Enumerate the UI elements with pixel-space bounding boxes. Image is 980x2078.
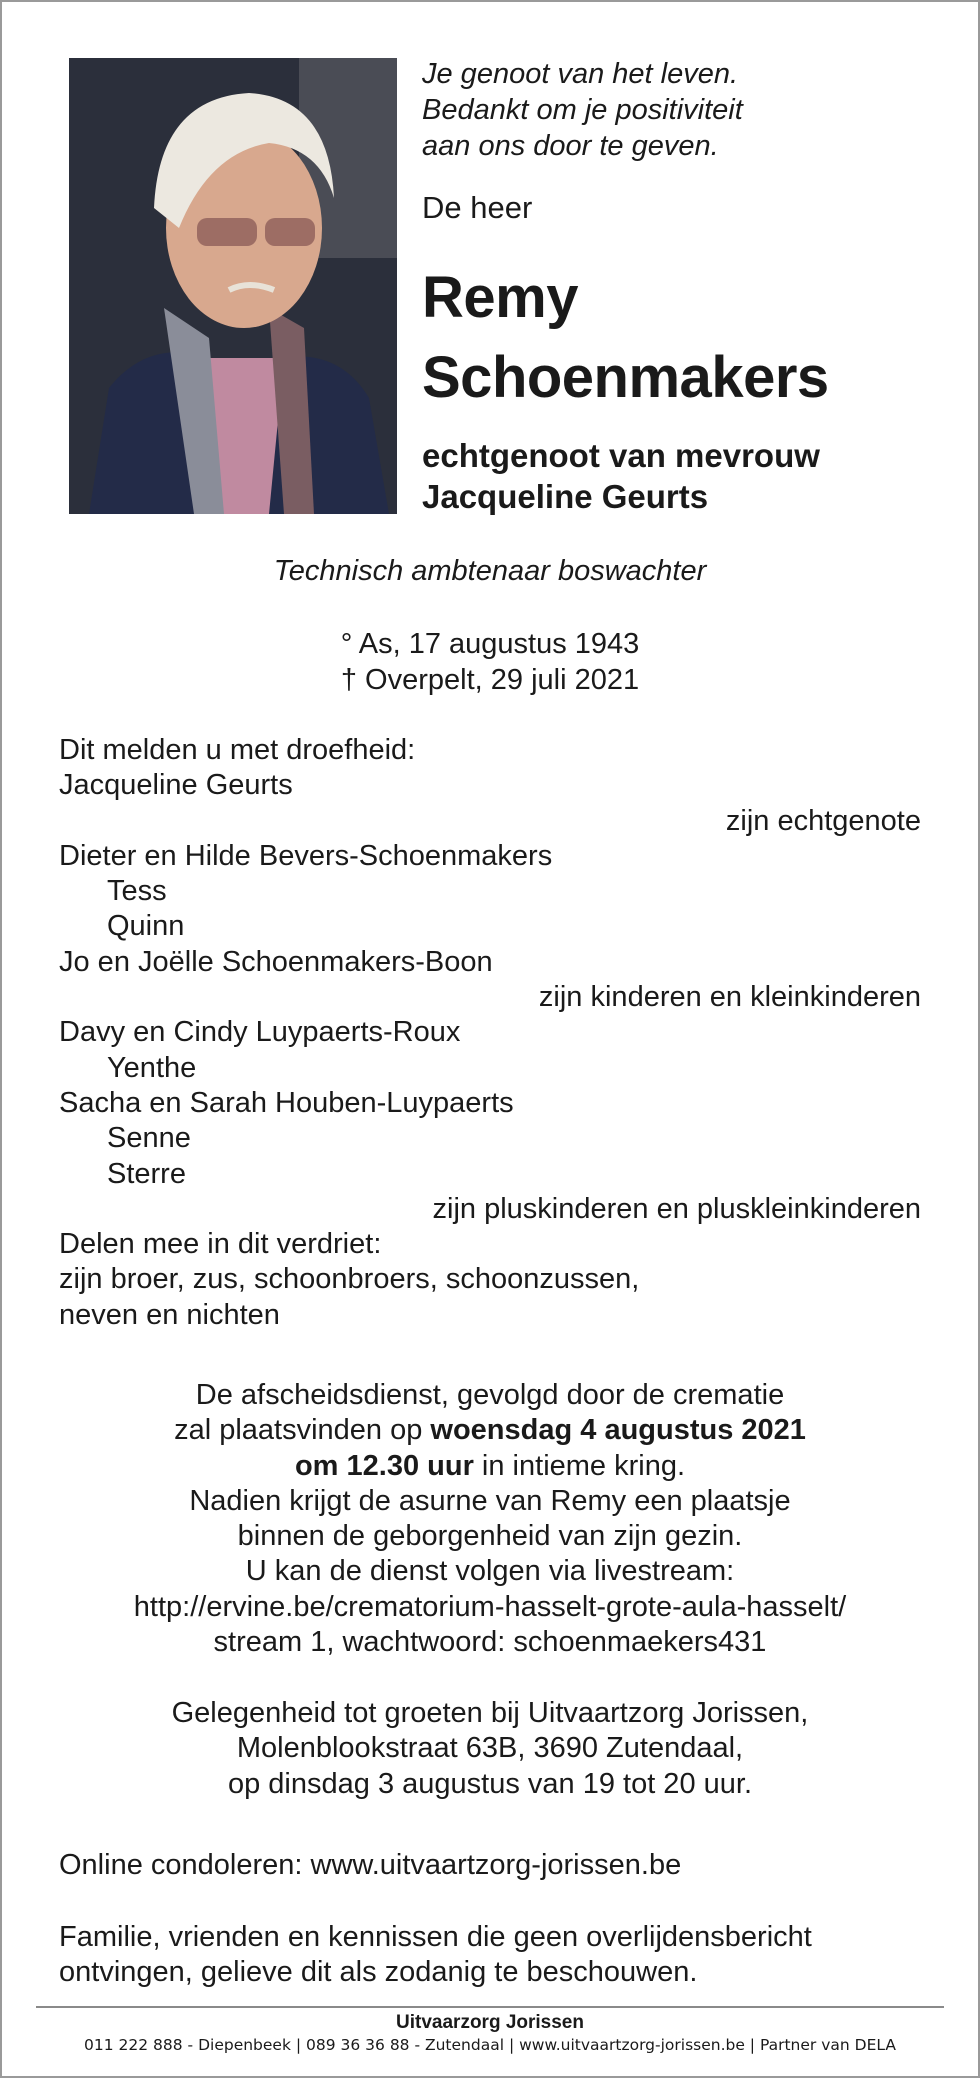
mourner-line: Dieter en Hilde Bevers-Schoenmakers xyxy=(59,839,553,872)
grandchild-line: Yenthe xyxy=(107,1051,197,1084)
grandchild-line: Sterre xyxy=(107,1157,186,1190)
grandchild-line: Tess xyxy=(107,875,167,908)
service-line xyxy=(0,1413,980,1448)
relation-label: zijn echtgenote xyxy=(725,804,921,837)
life-dates xyxy=(0,626,980,698)
poem-line: Je genoot van het leven. xyxy=(422,58,739,90)
mourner-line: Delen mee in dit verdriet: xyxy=(59,1228,382,1261)
mourner-line: Sacha en Sarah Houben-Luypaerts xyxy=(59,1086,514,1119)
occupation: Technisch ambtenaar boswachter xyxy=(273,555,707,587)
service-line: De afscheidsdienst, gevolgd door de crematie xyxy=(195,1379,785,1411)
visitation-info xyxy=(0,1696,980,1802)
livestream-password: stream 1, wachtwoord: schoenmaekers431 xyxy=(213,1626,767,1659)
notice-line: ontvingen, gelieve dit als zodanig te beschouwen. xyxy=(59,1956,698,1989)
service-text: zal plaatsvinden op xyxy=(174,1414,431,1447)
visit-line: Gelegenheid tot groeten bij Uitvaartzorg Jorissen, xyxy=(171,1697,809,1729)
spouse-name: Jacqueline Geurts xyxy=(422,478,709,515)
deceased-name xyxy=(422,258,829,418)
poem-line: aan ons door te geven. xyxy=(422,130,719,162)
mourner-line: Jo en Joëlle Schoenmakers-Boon xyxy=(59,945,493,978)
funeral-home-name: Uitvaarzorg Jorissen xyxy=(396,2012,584,2033)
relation-label: zijn kinderen en kleinkinderen xyxy=(538,981,921,1014)
honorific: De heer xyxy=(422,190,533,225)
visit-address: Molenblookstraat 63B, 3690 Zutendaal, xyxy=(236,1732,744,1765)
mourners-list xyxy=(59,733,921,1333)
footer-divider xyxy=(36,2006,944,2008)
mourner-line: Jacqueline Geurts xyxy=(59,769,293,802)
mourner-line: Davy en Cindy Luypaerts-Roux xyxy=(59,1016,461,1049)
service-date: woensdag 4 augustus 2021 xyxy=(430,1414,806,1447)
livestream-url: http://ervine.be/crematorium-hasselt-grote-aula-hasselt/ xyxy=(133,1590,847,1623)
service-line xyxy=(0,1449,980,1484)
birth-date: ° As, 17 augustus 1943 xyxy=(340,628,640,660)
service-line: Nadien krijgt de asurne van Remy een plaatsje xyxy=(189,1484,791,1517)
mourner-line: neven en nichten xyxy=(59,1298,280,1331)
spouse-relation: echtgenoot van mevrouw xyxy=(422,437,820,474)
mourner-line: zijn broer, zus, schoonbroers, schoonzussen, xyxy=(59,1263,640,1296)
online-condolences: Online condoleren: www.uitvaartzorg-jorissen.be xyxy=(59,1849,682,1881)
first-name: Remy xyxy=(422,265,578,330)
spouse-info xyxy=(422,435,820,517)
service-text: in intieme kring. xyxy=(473,1449,686,1482)
service-line: binnen de geborgenheid van zijn gezin. xyxy=(237,1520,743,1553)
service-info xyxy=(0,1378,980,1660)
service-line: U kan de dienst volgen via livestream: xyxy=(245,1555,735,1588)
death-date: † Overpelt, 29 juli 2021 xyxy=(340,664,640,696)
service-time: om 12.30 uur xyxy=(294,1449,474,1482)
notice-line: Familie, vrienden en kennissen die geen overlijdensbericht xyxy=(59,1921,812,1953)
mourners-intro: Dit melden u met droefheid: xyxy=(59,734,416,766)
last-name: Schoenmakers xyxy=(422,345,829,410)
grandchild-line: Senne xyxy=(107,1122,191,1155)
relation-label: zijn pluskinderen en pluskleinkinderen xyxy=(432,1192,921,1225)
visit-time: op dinsdag 3 augustus van 19 tot 20 uur. xyxy=(227,1767,752,1800)
funeral-home-contact: 011 222 888 - Diepenbeek | 089 36 36 88 - Zutendaal | www.uitvaartzorg-jorissen.be | Partner van DELA xyxy=(84,2036,896,2054)
portrait-photo xyxy=(69,58,397,514)
grandchild-line: Quinn xyxy=(107,910,185,943)
memorial-poem xyxy=(422,56,743,164)
closing-notice xyxy=(59,1920,812,1991)
poem-line: Bedankt om je positiviteit xyxy=(422,94,743,126)
